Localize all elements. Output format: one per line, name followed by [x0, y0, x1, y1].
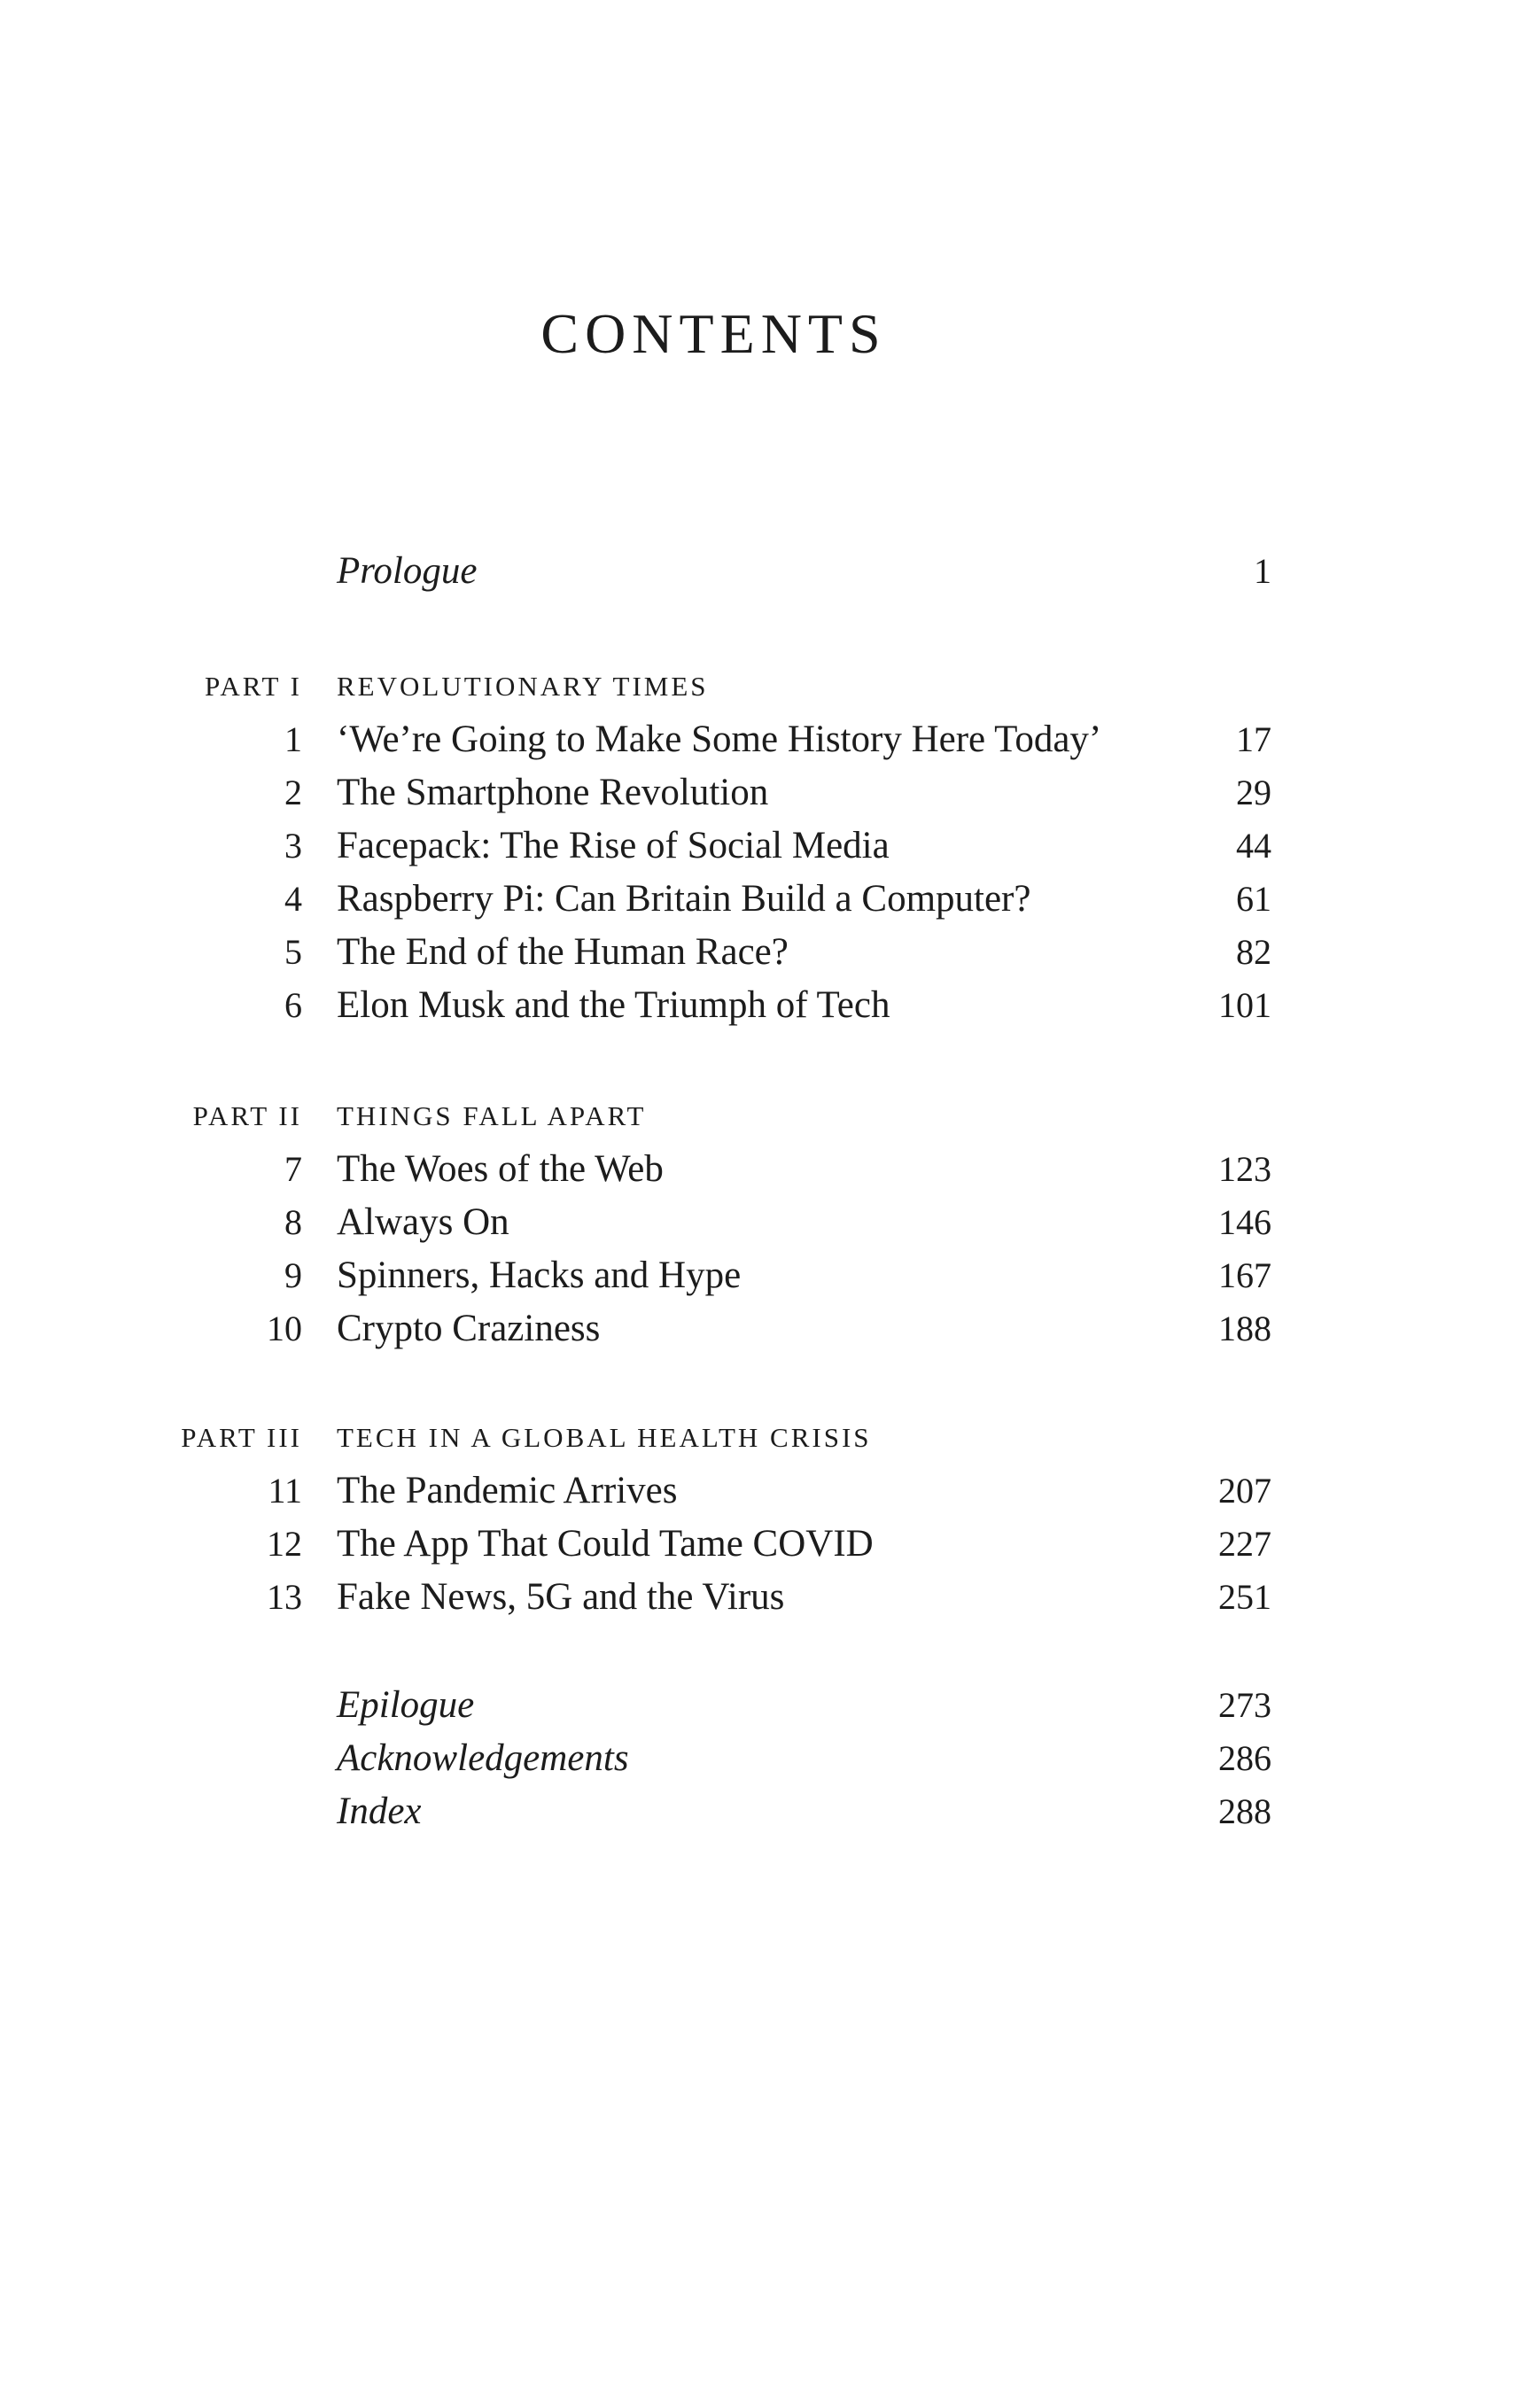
toc-entry-prologue[interactable]	[0, 545, 1516, 598]
toc-entry-chapter-12[interactable]	[0, 1518, 1516, 1571]
chapter-page: 17	[1236, 719, 1271, 759]
chapter-number: 8	[284, 1202, 302, 1242]
toc-entry-chapter-5[interactable]	[0, 926, 1516, 979]
chapter-title: ‘We’re Going to Make Some History Here Today’	[337, 719, 1102, 760]
chapter-page: 123	[1218, 1149, 1271, 1189]
chapter-title: Elon Musk and the Triumph of Tech	[337, 984, 890, 1026]
toc-entry-epilogue[interactable]	[0, 1679, 1516, 1732]
chapter-title: Raspberry Pi: Can Britain Build a Computer?	[337, 878, 1031, 920]
entry-page: 288	[1218, 1791, 1271, 1831]
chapter-page: 61	[1236, 879, 1271, 919]
chapter-number: 6	[284, 985, 302, 1025]
entry-page: 1	[1254, 551, 1271, 591]
part-heading-2	[0, 1090, 1516, 1143]
toc-entry-chapter-8[interactable]	[0, 1196, 1516, 1249]
part-label: PART II	[192, 1100, 302, 1131]
toc-entry-chapter-2[interactable]	[0, 766, 1516, 819]
chapter-number: 10	[267, 1309, 302, 1348]
chapter-page: 101	[1218, 985, 1271, 1025]
chapter-title: Spinners, Hacks and Hype	[337, 1254, 742, 1296]
chapter-page: 251	[1218, 1577, 1271, 1617]
entry-page: 286	[1218, 1738, 1271, 1778]
chapter-title: Fake News, 5G and the Virus	[337, 1576, 785, 1618]
toc-entry-chapter-3[interactable]	[0, 819, 1516, 873]
chapter-number: 4	[284, 879, 302, 919]
page-title: CONTENTS	[540, 302, 887, 365]
chapter-number: 1	[284, 719, 302, 759]
part-label: PART III	[181, 1422, 302, 1453]
chapter-number: 11	[268, 1471, 302, 1511]
entry-title: Epilogue	[337, 1684, 475, 1726]
chapter-page: 29	[1236, 773, 1271, 812]
chapter-title: The End of the Human Race?	[337, 931, 789, 973]
toc-entry-chapter-1[interactable]	[0, 713, 1516, 766]
part-label: PART I	[204, 671, 302, 702]
part-heading-1	[0, 660, 1516, 713]
part-heading-3	[0, 1411, 1516, 1464]
chapter-page: 44	[1236, 826, 1271, 866]
toc-entry-index[interactable]	[0, 1785, 1516, 1838]
chapter-number: 13	[267, 1577, 302, 1617]
chapter-number: 7	[284, 1149, 302, 1189]
chapter-number: 5	[284, 932, 302, 972]
entry-title: Prologue	[337, 550, 478, 592]
chapter-page: 207	[1218, 1471, 1271, 1511]
part-title: REVOLUTIONARY TIMES	[337, 671, 709, 702]
chapter-title: Always On	[337, 1201, 509, 1243]
chapter-title: The Smartphone Revolution	[337, 772, 769, 813]
toc-entry-chapter-13[interactable]	[0, 1571, 1516, 1624]
chapter-page: 146	[1218, 1202, 1271, 1242]
part-title: THINGS FALL APART	[337, 1100, 647, 1131]
chapter-page: 227	[1218, 1524, 1271, 1564]
toc-entry-chapter-11[interactable]	[0, 1464, 1516, 1518]
toc-entry-acknowledgements[interactable]	[0, 1732, 1516, 1785]
chapter-number: 9	[284, 1255, 302, 1295]
chapter-page: 167	[1218, 1255, 1271, 1295]
chapter-title: The Pandemic Arrives	[337, 1470, 678, 1511]
chapter-title: The App That Could Tame COVID	[337, 1523, 874, 1565]
chapter-page: 188	[1218, 1309, 1271, 1348]
chapter-title: Crypto Craziness	[337, 1308, 601, 1349]
chapter-number: 12	[267, 1524, 302, 1564]
part-title: TECH IN A GLOBAL HEALTH CRISIS	[337, 1422, 872, 1453]
chapter-number: 2	[284, 773, 302, 812]
toc-entry-chapter-4[interactable]	[0, 873, 1516, 926]
chapter-title: The Woes of the Web	[337, 1148, 664, 1190]
chapter-title: Facepack: The Rise of Social Media	[337, 825, 890, 866]
toc-entry-chapter-7[interactable]	[0, 1143, 1516, 1196]
entry-title: Acknowledgements	[337, 1737, 629, 1779]
toc-entry-chapter-9[interactable]	[0, 1249, 1516, 1302]
toc-entry-chapter-10[interactable]	[0, 1302, 1516, 1355]
entry-title: Index	[337, 1790, 422, 1832]
chapter-page: 82	[1236, 932, 1271, 972]
toc-entry-chapter-6[interactable]	[0, 979, 1516, 1032]
chapter-number: 3	[284, 826, 302, 866]
entry-page: 273	[1218, 1685, 1271, 1725]
